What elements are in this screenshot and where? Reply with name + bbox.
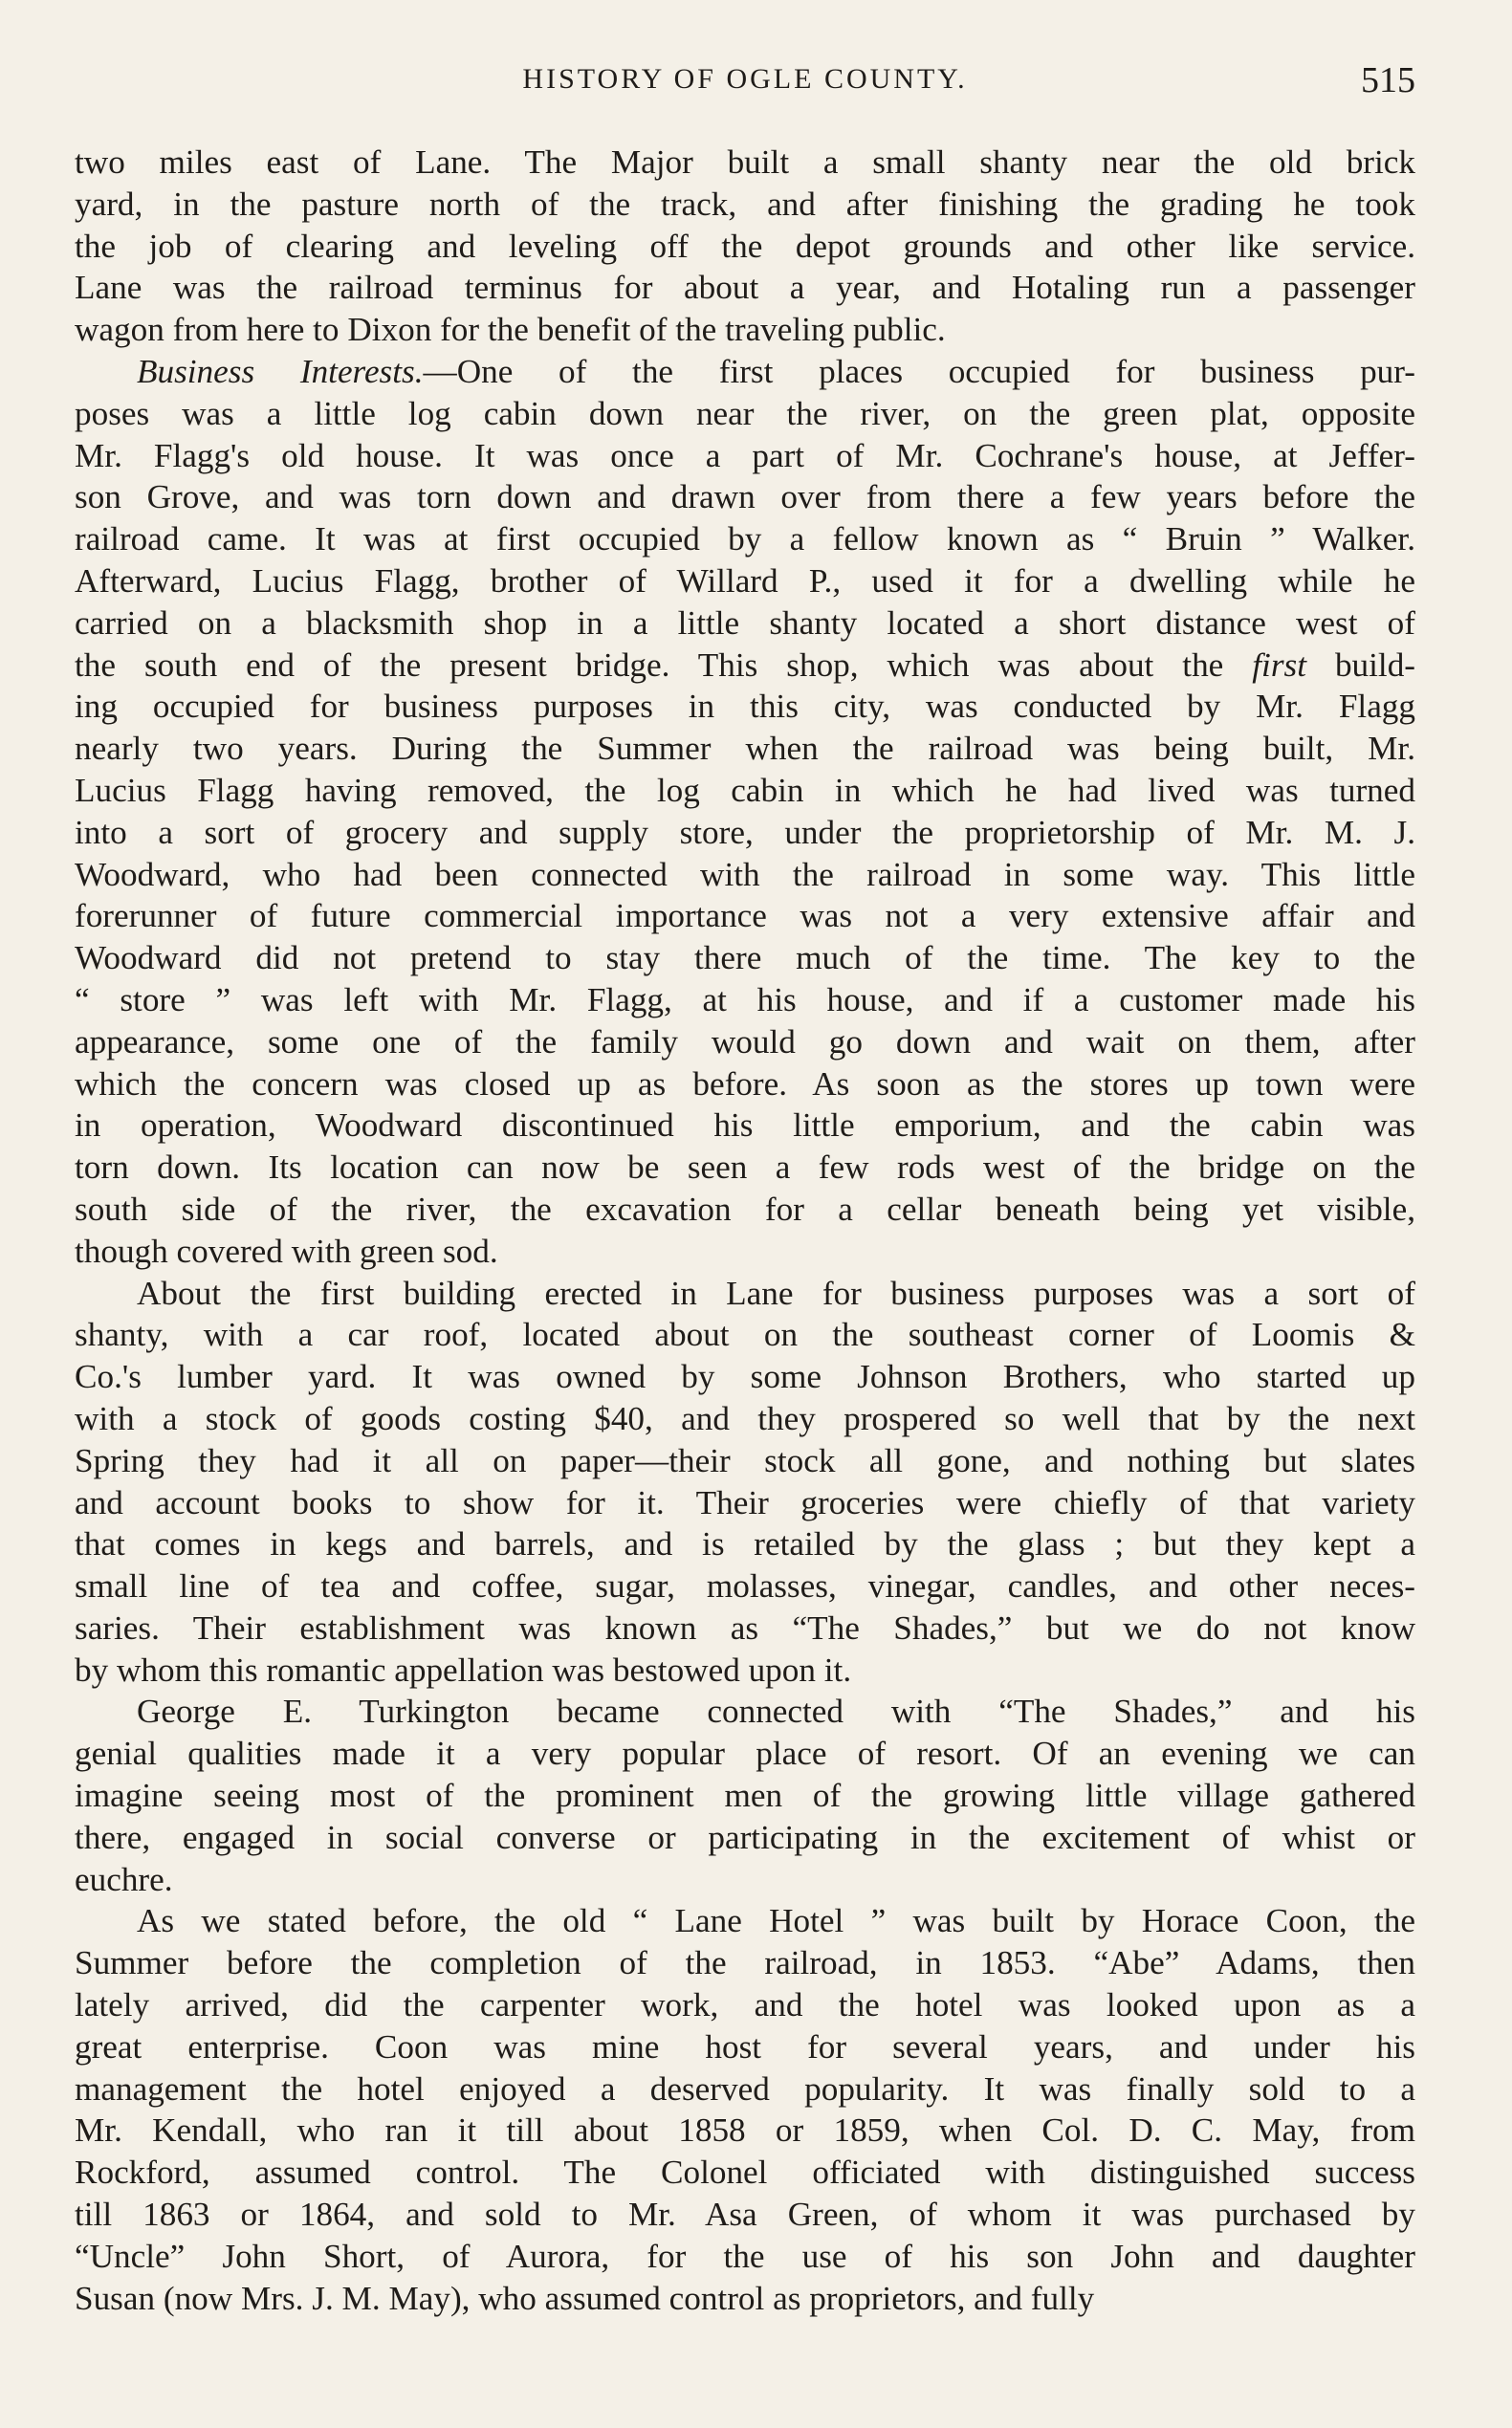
text-segment: two miles east of Lane. The Major built a small shanty near the old brick (75, 143, 1415, 181)
text-segment: Mr. Kendall, who ran it till about 1858 or 1859, when Col. D. C. May, from (75, 2111, 1415, 2150)
text-segment: yard, in the pasture north of the track, and after finishing the grading he took (75, 185, 1415, 223)
text-segment: —One of the first places occupied for business pur- (423, 352, 1416, 390)
text-line (75, 184, 1415, 226)
text-line (75, 393, 1415, 435)
text-line (75, 1231, 1415, 1273)
text-line (75, 1984, 1415, 2026)
text-segment: in operation, Woodward discontinued his little emporium, and the cabin was (75, 1106, 1415, 1145)
text-line (75, 770, 1415, 812)
text-segment: which the concern was closed up as before. As soon as the stores up town were (75, 1064, 1415, 1103)
text-segment: ing occupied for business purposes in this city, was conducted by Mr. Flagg (75, 688, 1415, 726)
text-segment: Co.'s lumber yard. It was owned by some Johnson Brothers, who started up (75, 1358, 1415, 1396)
text-line (75, 812, 1415, 854)
text-line (75, 1691, 1415, 1733)
text-segment: Mr. Flagg's old house. It was once a part of Mr. Cochrane's house, at Jeffer- (75, 436, 1415, 474)
text-line (75, 1063, 1415, 1105)
text-segment: Spring they had it all on paper—their stock all gone, and nothing but slates (75, 1441, 1415, 1479)
paragraph (75, 1273, 1415, 1692)
text-segment: though covered with green sod. (75, 1232, 498, 1270)
text-segment: Rockford, assumed control. The Colonel officiated with distinguished success (75, 2154, 1415, 2192)
paragraph (75, 142, 1415, 351)
text-line (75, 1817, 1415, 1859)
text-line (75, 1398, 1415, 1440)
text-segment: “ store ” was left with Mr. Flagg, at his house, and if a customer made his (75, 980, 1415, 1018)
text-line (75, 2110, 1415, 2152)
text-line (75, 1440, 1415, 1482)
text-segment: by whom this romantic appellation was bestowed upon it. (75, 1651, 852, 1689)
text-segment: Woodward did not pretend to stay there much of the time. The key to the (75, 939, 1415, 977)
text-line (75, 1021, 1415, 1063)
text-line (75, 1356, 1415, 1398)
text-segment: build- (1305, 645, 1416, 684)
text-line (75, 560, 1415, 602)
body-text (75, 142, 1415, 2319)
text-line (75, 476, 1415, 518)
text-line (75, 1523, 1415, 1565)
text-line (75, 937, 1415, 979)
text-line (75, 1105, 1415, 1147)
text-segment: appearance, some one of the family would go down and wait on them, after (75, 1022, 1415, 1061)
text-line (75, 309, 1415, 351)
text-line (75, 267, 1415, 309)
text-line (75, 351, 1415, 393)
text-line (75, 1608, 1415, 1650)
text-segment: till 1863 or 1864, and sold to Mr. Asa Green, of whom it was purchased by (75, 2196, 1415, 2234)
text-segment: and account books to show for it. Their groceries were chiefly of that variety (75, 1483, 1415, 1521)
text-segment: shanty, with a car roof, located about on the southeast corner of Loomis & (75, 1316, 1415, 1354)
text-segment: nearly two years. During the Summer when the railroad was being built, Mr. (75, 730, 1415, 768)
text-line (75, 226, 1415, 268)
text-segment: small line of tea and coffee, sugar, molasses, vinegar, candles, and other neces- (75, 1567, 1415, 1606)
text-segment: carried on a blacksmith shop in a little shanty located a short distance west of (75, 603, 1415, 642)
text-segment: euchre. (75, 1860, 173, 1898)
text-segment: As we stated before, the old “ Lane Hotel ” was built by Horace Coon, the (137, 1902, 1415, 1940)
paragraph (75, 351, 1415, 1273)
text-line (75, 2026, 1415, 2068)
text-line (75, 728, 1415, 770)
text-line (75, 435, 1415, 477)
text-segment: Summer before the completion of the railroad, in 1853. “Abe” Adams, then (75, 1944, 1415, 1982)
text-segment: Lane was the railroad terminus for about a year, and Hotaling run a passenger (75, 269, 1415, 307)
text-line (75, 518, 1415, 560)
text-line (75, 1900, 1415, 1942)
page-title: HISTORY OF OGLE COUNTY. (522, 63, 968, 95)
text-segment: son Grove, and was torn down and drawn over from there a few years before the (75, 478, 1415, 516)
text-line (75, 1775, 1415, 1817)
text-line (75, 2194, 1415, 2236)
text-line (75, 854, 1415, 896)
page-number: 515 (1361, 60, 1415, 100)
text-line (75, 645, 1415, 687)
text-segment: south side of the river, the excavation for a cellar beneath being yet visible, (75, 1190, 1415, 1228)
text-line (75, 1650, 1415, 1692)
text-line (75, 1314, 1415, 1356)
text-line (75, 1942, 1415, 1984)
text-line (75, 602, 1415, 645)
text-line (75, 1273, 1415, 1315)
text-segment: genial qualities made it a very popular place of resort. Of an evening we can (75, 1735, 1415, 1773)
text-segment: with a stock of goods costing $40, and they prospered so well that by the next (75, 1399, 1415, 1437)
text-segment: “Uncle” John Short, of Aurora, for the use of his son John and daughter (75, 2237, 1415, 2275)
text-line (75, 1482, 1415, 1524)
text-line (75, 2068, 1415, 2111)
paragraph (75, 1900, 1415, 2319)
text-line (75, 1565, 1415, 1608)
paragraph (75, 1691, 1415, 1900)
text-segment: Afterward, Lucius Flagg, brother of Willard P., used it for a dwelling while he (75, 561, 1415, 600)
text-segment: that comes in kegs and barrels, and is retailed by the glass ; but they kept a (75, 1525, 1415, 1564)
text-segment: great enterprise. Coon was mine host for several years, and under his (75, 2027, 1415, 2066)
italic-text: Business Interests. (137, 352, 424, 390)
text-line (75, 686, 1415, 728)
text-segment: Lucius Flagg having removed, the log cabin in which he had lived was turned (75, 771, 1415, 809)
italic-text: first (1252, 645, 1306, 684)
text-line (75, 1733, 1415, 1775)
text-line (75, 1147, 1415, 1189)
text-line (75, 2152, 1415, 2194)
text-segment: saries. Their establishment was known as “The Shades,” but we do not know (75, 1608, 1415, 1647)
running-head (75, 59, 1415, 107)
text-segment: railroad came. It was at first occupied by a fellow known as “ Bruin ” Walker. (75, 520, 1415, 558)
text-segment: the south end of the present bridge. This shop, which was about the (75, 645, 1253, 684)
text-line (75, 979, 1415, 1021)
text-segment: poses was a little log cabin down near the river, on the green plat, opposite (75, 394, 1415, 432)
text-line (75, 895, 1415, 937)
text-segment: forerunner of future commercial importance was not a very extensive affair and (75, 897, 1415, 935)
text-line (75, 1859, 1415, 1901)
text-segment: the job of clearing and leveling off the depot grounds and other like service. (75, 227, 1415, 265)
text-segment: there, engaged in social converse or participating in the excitement of whist or (75, 1818, 1415, 1856)
text-segment: torn down. Its location can now be seen a few rods west of the bridge on the (75, 1148, 1415, 1187)
text-line (75, 2236, 1415, 2278)
text-segment: Woodward, who had been connected with the railroad in some way. This little (75, 855, 1415, 893)
text-line (75, 2278, 1415, 2320)
text-segment: George E. Turkington became connected with “The Shades,” and his (137, 1693, 1415, 1731)
text-segment: imagine seeing most of the prominent men of the growing little village gathered (75, 1777, 1415, 1815)
text-segment: into a sort of grocery and supply store, under the proprietorship of Mr. M. J. (75, 813, 1415, 851)
text-segment: wagon from here to Dixon for the benefit of the traveling public. (75, 311, 946, 349)
text-line (75, 1189, 1415, 1231)
text-line (75, 142, 1415, 184)
text-segment: Susan (now Mrs. J. M. May), who assumed control as proprietors, and fully (75, 2279, 1095, 2317)
text-segment: management the hotel enjoyed a deserved popularity. It was finally sold to a (75, 2069, 1415, 2108)
text-segment: About the first building erected in Lane for business purposes was a sort of (137, 1274, 1415, 1312)
text-segment: lately arrived, did the carpenter work, and the hotel was looked upon as a (75, 1986, 1415, 2024)
